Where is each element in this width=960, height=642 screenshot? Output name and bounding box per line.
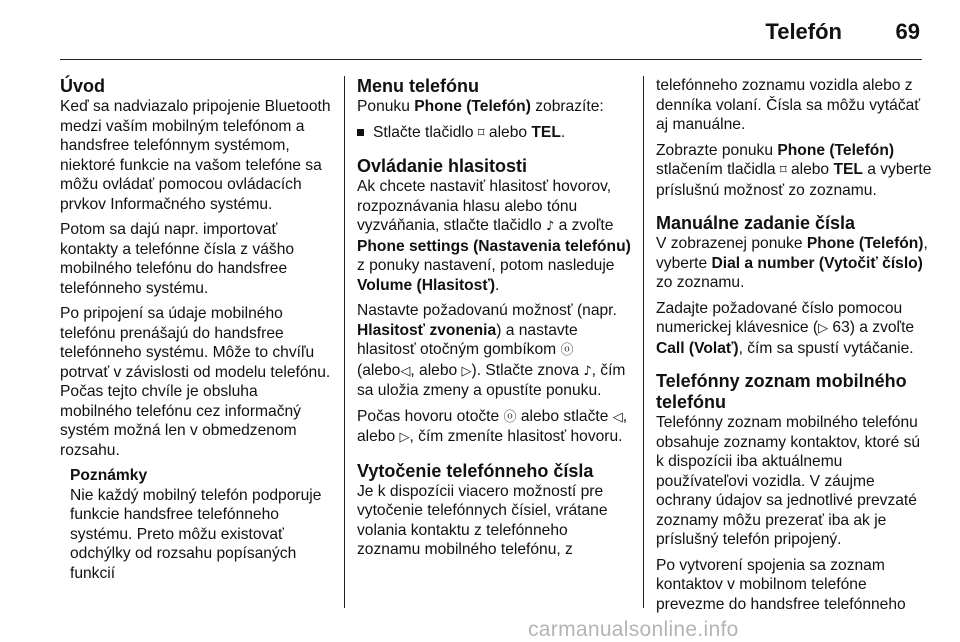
column-3	[656, 76, 932, 620]
note-title: Poznámky	[70, 467, 148, 484]
paragraph: Zobrazte ponuku Phone (Telefón) stlačením tlačidla ⌑ alebo TEL a vyberte príslušnú možnosť zo zoznamu.	[656, 141, 932, 199]
paragraph: Počas hovoru otočte ⓞ alebo stlačte ◁, alebo ▷, čím zmeníte hlasitosť hovoru.	[357, 407, 628, 445]
page-title: Telefón	[765, 19, 842, 44]
bullet-square-icon	[357, 129, 364, 136]
column-1	[60, 76, 332, 583]
paragraph: Keď sa nadviazalo pripojenie Bluetooth medzi vaším mobilným telefónom a handsfree telefónnym systémom, niektoré funkcie na vašom telefóne sa môžu ovládať pomocou ovládacích prvkov Informačného systému.	[60, 98, 331, 213]
note-text: Nie každý mobilný telefón podporuje funkcie handsfree telefónneho systému. Preto môžu existovať odchýlky od rozsahu popísaných funkcií	[70, 486, 322, 582]
heading-intro: Úvod	[60, 76, 105, 96]
rotary-knob-icon: ⓞ	[503, 409, 517, 425]
paragraph: Ak chcete nastaviť hlasitosť hovorov, rozpoznávania hlasu alebo tónu vyzváňania, stlačte tlačidlo ♪ a zvoľte Phone settings (Nastavenia telefónu) z ponuky nastavení, potom nasleduje Volume (Hlasitosť).	[357, 178, 631, 294]
heading-phone-menu: Menu telefónu	[357, 76, 479, 96]
paragraph: Je k dispozícii viacero možností pre vytočenie telefónnych čísiel, vrátane volania kontaktu z telefónneho zoznamu mobilného telefónu, z	[357, 482, 608, 558]
column-divider	[643, 76, 644, 608]
paragraph: Nastavte požadovanú možnosť (napr. Hlasitosť zvonenia) a nastavte hlasitosť otočným gombíkom ⓞ (alebo◁, alebo ▷). Stlačte znova ♪, čím sa uložia zmeny a opustíte ponuku.	[357, 302, 626, 399]
paragraph: Ponuku Phone (Telefón) zobrazíte:	[357, 98, 604, 115]
heading-manual-entry: Manuálne zadanie čísla	[656, 213, 856, 233]
settings-button-icon: ♪	[545, 219, 555, 234]
column-divider	[344, 76, 345, 608]
page-reference-icon: ▷	[818, 321, 829, 336]
phone-button-icon: ⌑	[477, 125, 485, 141]
paragraph: Po vytvorení spojenia sa zoznam kontaktov v mobilnom telefóne prevezme do handsfree telefónneho	[656, 556, 906, 613]
phone-button-icon: ⌑	[779, 163, 787, 178]
paragraph: telefónneho zoznamu vozidla alebo z denníka volaní. Čísla sa môžu vytáčať aj manuálne.	[656, 77, 921, 133]
paragraph: V zobrazenej ponuke Phone (Telefón), vyberte Dial a number (Vytočiť číslo) zo zoznamu.	[656, 235, 928, 291]
watermark: carmanualsonline.info	[528, 618, 739, 641]
arrow-right-icon: ▷	[461, 363, 472, 379]
heading-dialing: Vytočenie telefónneho čísla	[357, 460, 594, 481]
arrow-left-icon: ◁	[400, 363, 411, 379]
column-2	[357, 76, 632, 566]
rotary-knob-icon: ⓞ	[560, 343, 574, 358]
paragraph: Telefónny zoznam mobilného telefónu obsahuje zoznamy kontaktov, ktoré sú k dispozícii iba aktuálnemu používateľovi vozidla. V záujme ochrany údajov sa jednotlivé prevzaté zoznamy môžu prezerať iba ak je príslušný telefón pripojený.	[656, 414, 921, 548]
header-rule	[60, 59, 922, 60]
heading-volume: Ovládanie hlasitosti	[357, 156, 528, 176]
paragraph: Po pripojení sa údaje mobilného telefónu prenášajú do handsfree telefónneho systému. Môže to chvíľu potrvať v závislosti od modelu telefónu. Počas tejto chvíle je obsluha mobilného telefónu cez informačný systém možná len v obmedzenom rozsahu.	[60, 305, 331, 459]
heading-phonebook: Telefónny zoznam mobilného telefónu	[656, 371, 907, 412]
bullet-item: Stlačte tlačidlo ⌑ alebo TEL.	[357, 123, 632, 144]
page-header	[0, 0, 960, 60]
arrow-right-icon: ▷	[399, 430, 410, 445]
paragraph: Potom sa dajú napr. importovať kontakty a telefónne čísla z vášho mobilného telefónu do handsfree telefónneho systému.	[60, 221, 295, 297]
paragraph: Zadajte požadované číslo pomocou numerickej klávesnice (▷ 63) a zvoľte Call (Volať), čím sa spustí vytáčanie.	[656, 299, 915, 357]
settings-button-icon: ♪	[583, 363, 592, 379]
page-number: 69	[895, 19, 920, 44]
arrow-left-icon: ◁	[612, 409, 623, 425]
note-box	[70, 466, 332, 583]
